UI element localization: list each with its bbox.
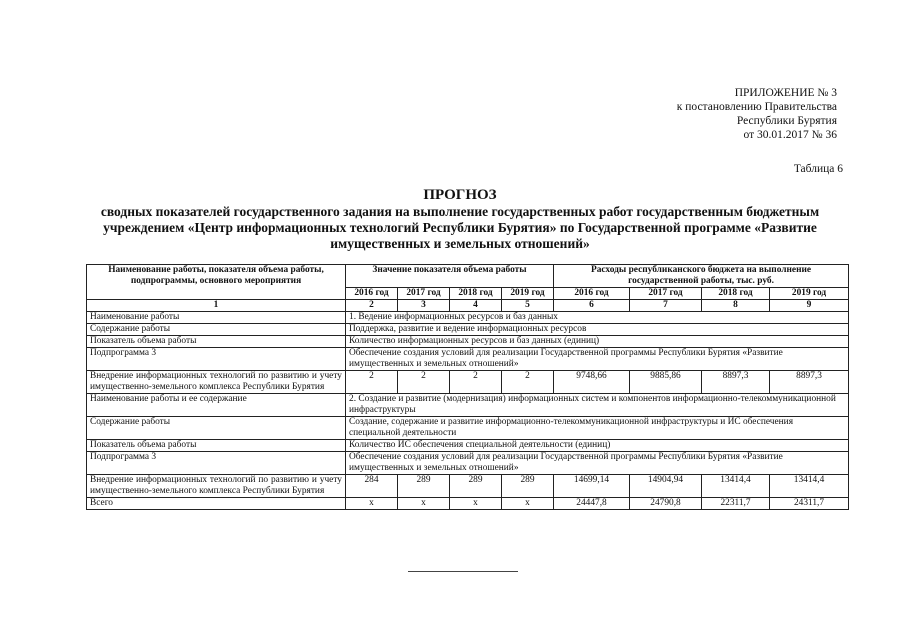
column-number: 4 bbox=[450, 300, 502, 312]
year-header: 2016 год bbox=[346, 288, 398, 300]
value-cell: 2 bbox=[502, 371, 554, 394]
appendix-line: от 30.01.2017 № 36 bbox=[743, 129, 837, 141]
column-number: 3 bbox=[398, 300, 450, 312]
row-label: Показатель объема работы bbox=[87, 440, 346, 452]
table-row bbox=[87, 440, 849, 452]
column-number: 7 bbox=[630, 300, 702, 312]
value-cell: 2 bbox=[450, 371, 502, 394]
column-number: 6 bbox=[554, 300, 630, 312]
value-cell: 8897,3 bbox=[702, 371, 770, 394]
table-row bbox=[87, 394, 849, 417]
table-number: Таблица 6 bbox=[793, 163, 843, 175]
column-number: 2 bbox=[346, 300, 398, 312]
year-header: 2018 год bbox=[702, 288, 770, 300]
column-number: 9 bbox=[770, 300, 849, 312]
table-row bbox=[87, 371, 849, 394]
row-label: Наименование работы и ее содержание bbox=[87, 394, 346, 417]
title-subtitle: сводных показателей государственного задания на выполнение государственных работ государственным бюджетным учреждением «Центр информационных технологий Республики Бурятия» по Государственной программе «Развитие имущественных и земельных отношений» bbox=[100, 204, 820, 251]
row-label: Наименование работы bbox=[87, 312, 346, 324]
document-title bbox=[70, 187, 850, 252]
table-row bbox=[87, 475, 849, 498]
total-row bbox=[87, 498, 849, 510]
value-cell: 289 bbox=[450, 475, 502, 498]
value-cell: 14699,14 bbox=[554, 475, 630, 498]
row-text: Обеспечение создания условий для реализации Государственной программы Республики Бурятия «Развитие имущественных и земельных отношений» bbox=[346, 348, 849, 371]
table-row bbox=[87, 324, 849, 336]
value-cell: 289 bbox=[502, 475, 554, 498]
row-text: Поддержка, развитие и ведение информационных ресурсов bbox=[346, 324, 849, 336]
row-label: Показатель объема работы bbox=[87, 336, 346, 348]
row-label: Содержание работы bbox=[87, 417, 346, 440]
value-cell: 289 bbox=[398, 475, 450, 498]
year-header: 2017 год bbox=[630, 288, 702, 300]
header-expenses: Расходы республиканского бюджета на выполнение государственной работы, тыс. руб. bbox=[554, 265, 849, 288]
value-cell: 14904,94 bbox=[630, 475, 702, 498]
value-cell: 2 bbox=[398, 371, 450, 394]
value-cell: 24447,8 bbox=[554, 498, 630, 510]
row-text: Количество ИС обеспечения специальной деятельности (единиц) bbox=[346, 440, 849, 452]
value-cell: 24311,7 bbox=[770, 498, 849, 510]
value-cell: x bbox=[346, 498, 398, 510]
value-cell: 284 bbox=[346, 475, 398, 498]
value-cell: 13414,4 bbox=[770, 475, 849, 498]
value-cell: 8897,3 bbox=[770, 371, 849, 394]
table-row bbox=[87, 452, 849, 475]
year-header: 2019 год bbox=[502, 288, 554, 300]
title-main: ПРОГНОЗ bbox=[423, 187, 497, 203]
row-text: 2. Создание и развитие (модернизация) информационных систем и компонентов информационно-телекоммуникационной инфраструктуры bbox=[346, 394, 849, 417]
appendix-line: Республики Бурятия bbox=[736, 115, 837, 127]
appendix-line: ПРИЛОЖЕНИЕ № 3 bbox=[734, 87, 837, 99]
row-label: Всего bbox=[87, 498, 346, 510]
year-header: 2019 год bbox=[770, 288, 849, 300]
year-header: 2017 год bbox=[398, 288, 450, 300]
header-main: Наименование работы, показателя объема работы, подпрограммы, основного мероприятия bbox=[87, 265, 346, 300]
column-number: 5 bbox=[502, 300, 554, 312]
column-number: 8 bbox=[702, 300, 770, 312]
appendix-block bbox=[677, 86, 837, 142]
column-number-row bbox=[87, 300, 849, 312]
row-label: Подпрограмма 3 bbox=[87, 348, 346, 371]
footer-divider bbox=[408, 571, 518, 572]
value-cell: 13414,4 bbox=[702, 475, 770, 498]
value-cell: 2 bbox=[346, 371, 398, 394]
row-label: Внедрение информационных технологий по развитию и учету имущественно-земельного комплекса Республики Бурятия bbox=[87, 475, 346, 498]
table-row bbox=[87, 417, 849, 440]
value-cell: 22311,7 bbox=[702, 498, 770, 510]
row-text: Создание, содержание и развитие информационно-телекоммуникационной инфраструктуры и ИС обеспечения специальной деятельности bbox=[346, 417, 849, 440]
forecast-table bbox=[86, 264, 849, 510]
table-row bbox=[87, 348, 849, 371]
value-cell: 9748,66 bbox=[554, 371, 630, 394]
value-cell: x bbox=[502, 498, 554, 510]
table-row bbox=[87, 336, 849, 348]
column-number: 1 bbox=[87, 300, 346, 312]
year-header: 2016 год bbox=[554, 288, 630, 300]
value-cell: x bbox=[398, 498, 450, 510]
row-label: Содержание работы bbox=[87, 324, 346, 336]
header-volume: Значение показателя объема работы bbox=[346, 265, 554, 288]
row-label: Подпрограмма 3 bbox=[87, 452, 346, 475]
value-cell: 9885,86 bbox=[630, 371, 702, 394]
year-header: 2018 год bbox=[450, 288, 502, 300]
value-cell: x bbox=[450, 498, 502, 510]
appendix-line: к постановлению Правительства bbox=[676, 101, 837, 113]
table-row bbox=[87, 312, 849, 324]
row-label: Внедрение информационных технологий по развитию и учету имущественно-земельного комплекса Республики Бурятия bbox=[87, 371, 346, 394]
value-cell: 24790,8 bbox=[630, 498, 702, 510]
row-text: Обеспечение создания условий для реализации Государственной программы Республики Бурятия «Развитие имущественных и земельных отношений» bbox=[346, 452, 849, 475]
row-text: Количество информационных ресурсов и баз данных (единиц) bbox=[346, 336, 849, 348]
row-text: 1. Ведение информационных ресурсов и баз данных bbox=[346, 312, 849, 324]
